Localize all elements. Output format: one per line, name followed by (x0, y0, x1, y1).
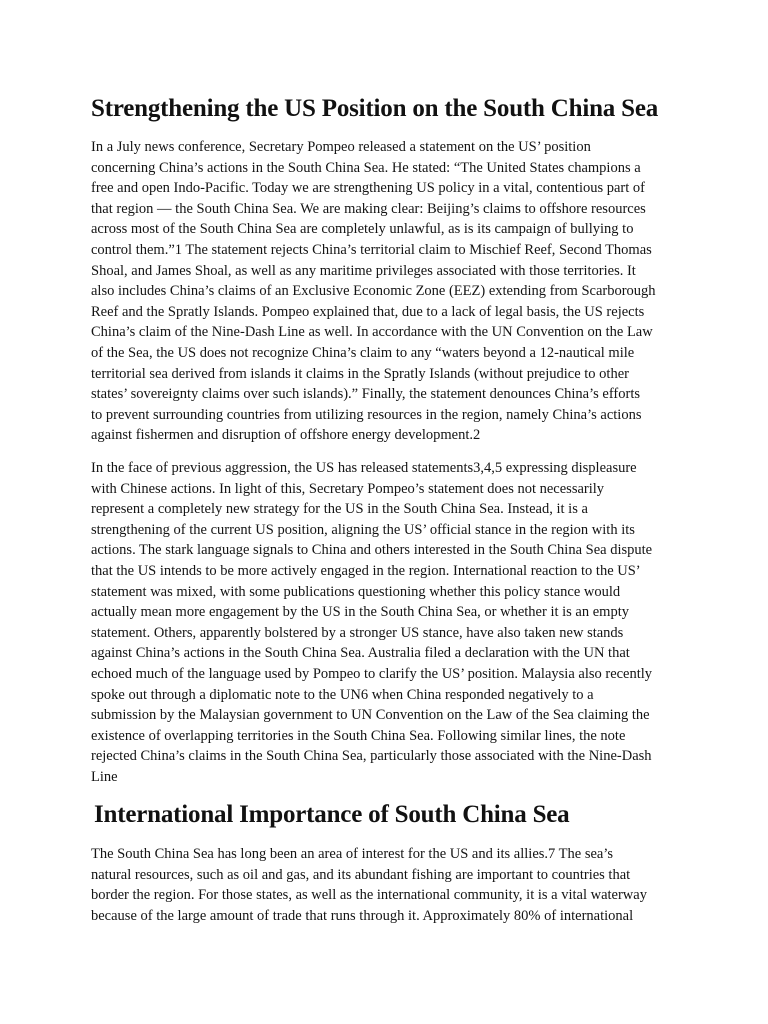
text-line: that the US intends to be more actively engaged in the region. International reaction to the US’ (91, 562, 641, 579)
text-line: represent a completely new strategy for the US in the South China Sea. Instead, it is a (91, 501, 588, 518)
text-line: spoke out through a diplomatic note to the UN6 when China responded negatively to a (91, 686, 594, 703)
text-line: strengthening of the current US position, aligning the US’ official stance in the region with its (91, 521, 635, 538)
text-line: of the Sea, the US does not recognize China’s claim to any “waters beyond a 12-nautical mile (91, 344, 635, 361)
paragraph-south-china-sea-importance (91, 844, 691, 926)
text-line: that region — the South China Sea. We are making clear: Beijing’s claims to offshore resources (91, 200, 646, 217)
text-line: China’s claim of the Nine-Dash Line as well. In accordance with the UN Convention on the Law (91, 324, 653, 341)
text-line: Line (91, 768, 118, 785)
text-line: because of the large amount of trade that runs through it. Approximately 80% of international (91, 907, 634, 924)
text-line: submission by the Malaysian government to UN Convention on the Law of the Sea claiming the (91, 707, 650, 724)
text-line: free and open Indo-Pacific. Today we are strengthening US policy in a vital, contentious part of (91, 180, 645, 197)
text-line: natural resources, such as oil and gas, and its abundant fishing are important to countries that (91, 866, 631, 883)
text-line: across most of the South China Sea are completely unlawful, as is its campaign of bullying to (91, 221, 634, 238)
section-heading-international-importance: International Importance of South China Sea (94, 801, 570, 828)
text-line: actions. The stark language signals to China and others interested in the South China Sea dispute (91, 542, 653, 559)
text-line: In a July news conference, Secretary Pompeo released a statement on the US’ position (91, 139, 591, 155)
text-line: existence of overlapping territories in the South China Sea. Following similar lines, the note (91, 727, 626, 744)
text-line: against China’s actions in the South China Sea. Australia filed a declaration with the UN that (91, 645, 630, 662)
text-line: states’ sovereignty claims over such islands).” Finally, the statement denounces China’s efforts (91, 386, 640, 403)
paragraph-pompeo-statement (91, 137, 691, 446)
text-line: statement was mixed, with some publications questioning whether this policy stance would (91, 583, 621, 600)
text-line: concerning China’s actions in the South China Sea. He stated: “The United States champions a (91, 159, 641, 176)
text-line: with Chinese actions. In light of this, Secretary Pompeo’s statement does not necessarily (91, 480, 605, 497)
text-line: control them.”1 The statement rejects China’s territorial claim to Mischief Reef, Second Thomas (91, 241, 652, 258)
text-line: In the face of previous aggression, the US has released statements3,4,5 expressing displeasure (91, 460, 637, 476)
text-line: echoed much of the language used by Pompeo to clarify the US’ position. Malaysia also recently (91, 665, 653, 682)
text-line: border the region. For those states, as well as the international community, it is a vital waterway (91, 887, 647, 904)
paragraph-international-reaction (91, 458, 691, 788)
text-line: The South China Sea has long been an area of interest for the US and its allies.7 The sea’s (91, 846, 613, 862)
text-line: Reef and the Spratly Islands. Pompeo explained that, due to a lack of legal basis, the US rejects (91, 303, 645, 320)
text-line: territorial sea derived from islands it claims in the Spratly Islands (without prejudice to other (91, 365, 629, 382)
text-line: statement. Others, apparently bolstered by a stronger US stance, have also taken new stands (91, 624, 624, 641)
text-line: against fishermen and disruption of offshore energy development.2 (91, 427, 481, 444)
text-line: Shoal, and James Shoal, as well as any maritime privileges associated with those territories. It (91, 262, 636, 279)
text-line: also includes China’s claims of an Exclusive Economic Zone (EEZ) extending from Scarborough (91, 283, 656, 300)
text-line: to prevent surrounding countries from utilizing resources in the region, namely China’s actions (91, 406, 642, 423)
section-heading-strengthening-us-position: Strengthening the US Position on the South China Sea (91, 95, 659, 122)
text-line: rejected China’s claims in the South China Sea, particularly those associated with the Nine-Dash (91, 748, 652, 765)
text-line: actually mean more engagement by the US in the South China Sea, or whether it is an empty (91, 604, 629, 621)
